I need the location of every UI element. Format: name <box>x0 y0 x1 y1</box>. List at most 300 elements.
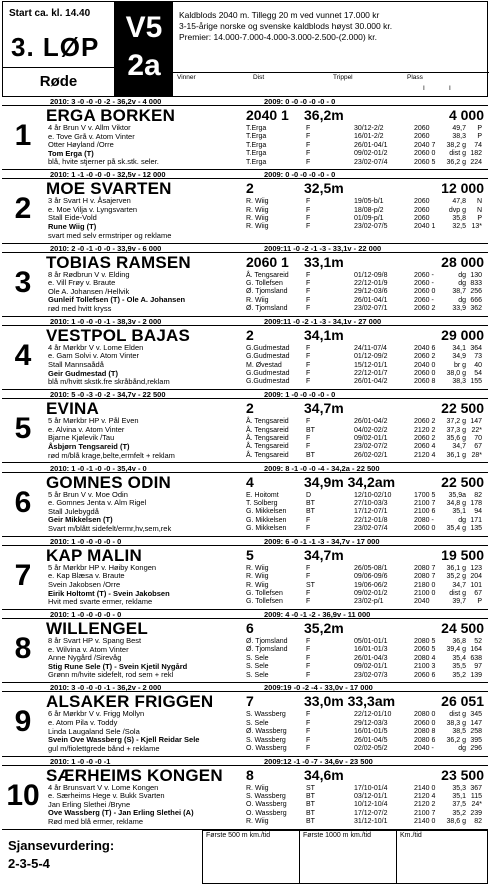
race-cell: F <box>306 378 311 386</box>
race-cell: 364 <box>470 344 482 352</box>
race-cell: 2060 - <box>414 296 434 304</box>
race-cell: P <box>477 598 482 606</box>
race-cell: 13* <box>471 223 482 231</box>
race-cell: 638 <box>470 654 482 662</box>
horse-info <box>48 784 194 827</box>
race-cell: T. Solberg <box>246 499 278 507</box>
race-cell: E. Hoitomt <box>246 491 279 499</box>
info-line: rød med hvitt kryss <box>48 303 112 313</box>
info-line: e. Gomnes Jenta v. Alm Rigel <box>48 498 147 508</box>
race-cell: 30/12-2/2 <box>354 125 384 132</box>
race-cell: F <box>306 525 311 533</box>
race-cell: 139 <box>470 671 482 679</box>
stats-2009: 2009: 4 -0 -1 -2 - 36,9v - 11 000 <box>264 610 371 620</box>
stat-bar <box>2 97 488 106</box>
race-cell: 38,5 <box>452 728 466 736</box>
race-cell: 2040 6 <box>414 344 436 352</box>
race-cell: 2060 - <box>414 271 434 279</box>
stat-bar <box>2 537 488 546</box>
race-cell: 23/02-07/4 <box>354 158 388 166</box>
race-cell: Å. Tengsareid <box>246 271 289 279</box>
race-cell: 23/02-07/1 <box>354 305 388 313</box>
horse-info <box>48 491 171 534</box>
race-row <box>246 198 488 206</box>
race-cell: Ø. Tjomsland <box>246 638 288 646</box>
race-row <box>246 133 488 141</box>
race-cell: 2080 7 <box>414 573 436 581</box>
race-cell: Ø. Tjomsland <box>246 646 288 654</box>
info-line: rød m/blå krage,belte,ermfelt + reklam <box>48 450 175 460</box>
race-cell: dist g <box>449 589 466 597</box>
race-cell: F <box>306 296 311 304</box>
assessment-title: Sjansevurdering: <box>8 838 115 853</box>
race-cell: 19/06-06/2 <box>354 581 388 589</box>
race-cell: O. Wassberg <box>246 801 287 809</box>
race-row <box>246 142 488 150</box>
race-cell: 17/12-07/2 <box>354 809 388 817</box>
race-cell: 94 <box>474 508 482 516</box>
race-cell: 19/05-b/1 <box>354 198 384 206</box>
stat-bar <box>2 757 488 766</box>
race-row <box>246 378 488 386</box>
info-line: 5 år Mørkbr HP v. Høiby Kongen <box>48 562 157 572</box>
horse-name: KAP MALIN <box>46 545 142 565</box>
race-cell: F <box>306 646 311 654</box>
race-cell: 70 <box>474 434 482 442</box>
info-line: e. Wilvina v. Atom Vinter <box>48 644 129 654</box>
race-cell: 2140 0 <box>414 818 436 826</box>
race-cell: G. Tollefsen <box>246 279 283 287</box>
condition-line: Premier: 14.000-7.000-4.000-3.000-2.500-(2.000) kr. <box>179 32 377 42</box>
race-cell: 35,4 <box>452 654 466 662</box>
race-row <box>246 280 488 288</box>
info-line: Rød med blå ermer, reklame <box>48 817 144 827</box>
horse-number: 9 <box>14 705 32 739</box>
summary-starts: 5 <box>246 546 254 563</box>
race-cell: O. Wassberg <box>246 809 287 817</box>
race-cell: R. Wiig <box>246 784 269 792</box>
race-cell: 01/09-p/1 <box>354 215 384 223</box>
race-cell: 38,0 g <box>446 370 466 378</box>
race-cell: F <box>306 638 311 646</box>
race-cell: 47,8 <box>452 198 466 206</box>
race-cell: 02/02-05/2 <box>354 744 388 752</box>
summary-earnings: 22 500 <box>441 473 484 490</box>
race-cell: F <box>306 206 311 214</box>
race-row <box>246 272 488 280</box>
summary-earnings: 24 500 <box>441 620 484 637</box>
race-cell: R. Wiig <box>246 206 269 214</box>
race-row <box>246 207 488 215</box>
race-cell: BT <box>306 426 315 434</box>
race-cell: O. Wassberg <box>246 744 287 752</box>
race-cell: G.Gudmestad <box>246 370 290 378</box>
race-cell: 09/02-01/2 <box>354 150 388 158</box>
summary-record: 33,0m 33,3am <box>304 693 396 710</box>
race-cell: R. Wiig <box>246 296 269 304</box>
info-line: Bjarne Kjølevik /Tau <box>48 433 115 443</box>
race-cell: 2060 0 <box>414 719 436 727</box>
race-cell: S. Sele <box>246 719 269 727</box>
race-cell: br g <box>453 361 466 369</box>
info-line: e. Særheims Hege v. Bukk Svarten <box>48 791 165 801</box>
race-row <box>246 728 488 736</box>
race-cell: 34,8 g <box>446 499 466 507</box>
race-cell: 35,8 <box>452 215 466 223</box>
race-cell: 35,2 <box>452 671 466 679</box>
race-cell: 147 <box>470 719 482 727</box>
race-cell: 22/12-01/9 <box>354 279 388 287</box>
info-line: 6 år Mørkbr V v. Frigg Mollyn <box>48 709 145 719</box>
info-line: blå, hvite stjerner på sk.stk. seler. <box>48 157 159 167</box>
race-cell: 1700 5 <box>414 491 436 499</box>
race-row <box>246 125 488 133</box>
race-cell: 73 <box>474 353 482 361</box>
race-cell: 2080 8 <box>414 728 436 736</box>
horse-number: 5 <box>14 412 32 446</box>
race-cell: BT <box>306 793 315 801</box>
horse-info <box>48 564 170 607</box>
info-line: 8 år Svart HP v. Spang Best <box>48 636 142 646</box>
race-cell: 164 <box>470 646 482 654</box>
race-cell: 38,7 <box>452 288 466 296</box>
race-cell: F <box>306 719 311 727</box>
race-cell: T.Erga <box>246 158 267 166</box>
race-cell: 2040 0 <box>414 361 436 369</box>
horse-info <box>48 710 199 753</box>
race-history <box>246 492 488 534</box>
race-cell: 2060 8 <box>414 378 436 386</box>
race-cell: 82 <box>474 491 482 499</box>
stats-2009: 2009: 6 -0 -1 -1 -3 - 34,7v - 17 000 <box>264 536 380 546</box>
race-cell: 256 <box>470 288 482 296</box>
race-cell: 37,5 <box>452 801 466 809</box>
summary-starts: 2040 1 <box>246 107 289 123</box>
col-trippel: Trippel <box>333 74 353 81</box>
race-cell: 2100 7 <box>414 499 436 507</box>
race-cell: 115 <box>470 793 482 801</box>
stats-2009: 2009: 1 -0 -0 -0 -0 - 0 <box>264 390 336 400</box>
race-cell: BT <box>306 499 315 507</box>
info-line: Stall Eide-Vold <box>48 213 97 223</box>
stats-2009: 2009: 0 -0 -0 -0 -0 - 0 <box>264 97 336 106</box>
race-cell: 01/12-09/8 <box>354 271 388 279</box>
race-cell: 15/12-01/1 <box>354 361 388 369</box>
horse-entry <box>2 757 488 830</box>
info-line: Linda Laugaland Sele /Sola <box>48 726 140 736</box>
race-cell: 10/12-10/4 <box>354 801 388 809</box>
race-cell: 2120 2 <box>414 801 436 809</box>
race-row <box>246 565 488 573</box>
info-line: Tom Erga (T) <box>48 148 94 158</box>
horse-name: MOE SVARTEN <box>46 179 172 199</box>
race-cell: 296 <box>470 744 482 752</box>
race-cell: 182 <box>470 150 482 158</box>
info-line: 8 år Rødbrun V v. Elding <box>48 269 130 279</box>
race-row <box>246 508 488 516</box>
race-cell: F <box>306 305 311 313</box>
summary-record: 32,5m <box>304 180 344 197</box>
game-type: V5 <box>125 11 163 44</box>
race-cell: dist g <box>449 711 466 719</box>
race-row <box>246 345 488 353</box>
info-line: 4 år Brun V v. Allm Viktor <box>48 123 131 132</box>
info-line: Anne Nygård /Sirevåg <box>48 653 122 663</box>
race-cell: 23/02-07/4 <box>354 525 388 533</box>
stats-2010: 2010: 1 -0 -0 -0 -0 - 0 <box>50 536 122 546</box>
race-cell: dist g <box>449 150 466 158</box>
race-row <box>246 582 488 590</box>
race-history <box>246 272 488 314</box>
col-winner: Vinner <box>177 74 196 81</box>
race-cell: 2060 - <box>414 279 434 287</box>
stats-2010: 2010: 2 -0 -1 -0 -0 - 33,9v - 6 000 <box>50 243 162 253</box>
race-row <box>246 573 488 581</box>
race-cell: 2060 <box>414 215 430 223</box>
race-cell: 2060 5 <box>414 158 436 166</box>
info-line: Geir Gudmestad (T) <box>48 368 119 378</box>
race-cell: N <box>476 198 482 206</box>
race-cell: 37,2 g <box>446 418 466 426</box>
race-cell: 155 <box>470 378 482 386</box>
info-line: Hvit med svarte ermer, reklame <box>48 597 153 607</box>
horse-name: EVINA <box>46 399 99 419</box>
horse-number: 4 <box>14 338 32 372</box>
race-cell: ST <box>306 784 315 792</box>
race-cell: G.Gudmestad <box>246 353 290 361</box>
race-history <box>246 198 488 232</box>
summary-record: 33,1m <box>304 253 344 270</box>
col-plass: Plass <box>407 74 423 81</box>
race-row <box>246 418 488 426</box>
stats-2010: 2010: 1 -0 -0 -0 -1 <box>50 756 111 766</box>
race-cell: F <box>306 198 311 206</box>
race-cell: 2100 3 <box>414 663 436 671</box>
race-cell: 2140 0 <box>414 784 436 792</box>
race-cell: dg <box>458 744 466 752</box>
race-cell: T.Erga <box>246 150 267 158</box>
summary-earnings: 29 000 <box>441 326 484 343</box>
info-line: svart med selv ermstriper og reklame <box>48 230 172 240</box>
info-line: e. Vill Frøy v. Braute <box>48 278 116 288</box>
summary-earnings: 4 000 <box>448 107 484 123</box>
race-cell: dg <box>458 516 466 524</box>
race-cell: G.Gudmestad <box>246 344 290 352</box>
race-cell: 367 <box>470 784 482 792</box>
race-cell: BT <box>306 818 315 826</box>
race-cell: 2060 0 <box>414 288 436 296</box>
race-cell: dg <box>458 296 466 304</box>
race-cell: R. Wiig <box>246 223 269 231</box>
stats-2010: 2010: 1 -1 -0 -0 -0 - 32,5v - 12 000 <box>50 170 166 180</box>
race-cell: F <box>306 663 311 671</box>
race-cell: 22* <box>471 426 482 434</box>
race-cell: 171 <box>470 516 482 524</box>
race-row <box>246 362 488 370</box>
race-cell: 2060 2 <box>414 418 436 426</box>
race-history <box>246 418 488 460</box>
race-cell: 345 <box>470 711 482 719</box>
info-line: Svart m/blått sidefelt/ermr,hv,sem,rek <box>48 523 172 533</box>
summary-record: 34,6m <box>304 766 344 783</box>
horse-info <box>48 417 175 460</box>
race-cell: 36,1 g <box>446 451 466 459</box>
stat-bar <box>2 317 488 326</box>
race-number: 3. LØP <box>11 32 100 62</box>
horse-number: 6 <box>14 485 32 519</box>
race-cell: 2060 0 <box>414 150 436 158</box>
race-cell: 2040 - <box>414 744 434 752</box>
summary-earnings: 28 000 <box>441 253 484 270</box>
race-cell: dg <box>458 271 466 279</box>
horse-number: 2 <box>14 192 32 226</box>
race-row <box>246 525 488 533</box>
stats-2009: 2009:19 -0 -2 -4 - 33,0v - 17 000 <box>264 683 373 693</box>
race-cell: F <box>306 598 311 606</box>
race-cell: R. Wiig <box>246 564 269 572</box>
info-line: Ove Wassberg (T) - Jan Erling Slethei (A) <box>48 808 194 818</box>
race-cell: ST <box>306 581 315 589</box>
race-cell: 22/12-01/8 <box>354 516 388 524</box>
race-row <box>246 159 488 167</box>
race-cell: 2060 2 <box>414 434 436 442</box>
race-cell: 35,2 <box>452 809 466 817</box>
horse-number: 3 <box>14 265 32 299</box>
summary-starts: 8 <box>246 766 254 783</box>
race-row <box>246 353 488 361</box>
race-row <box>246 427 488 435</box>
race-row <box>246 818 488 826</box>
info-line: Svein Jakobsen /Orre <box>48 579 121 589</box>
race-row <box>246 655 488 663</box>
info-line: 3 år Svart H v. Åsajerven <box>48 196 131 206</box>
footer <box>2 830 488 885</box>
race-cell: F <box>306 573 311 581</box>
race-cell: F <box>306 150 311 158</box>
col-mark: I <box>449 85 451 92</box>
summary-earnings: 19 500 <box>441 546 484 563</box>
race-cell: 34,7 <box>452 443 466 451</box>
race-row <box>246 801 488 809</box>
race-cell: 178 <box>470 499 482 507</box>
race-cell: 38,3 <box>452 378 466 386</box>
race-cell: Å. Tengsareid <box>246 434 289 442</box>
race-cell: 239 <box>470 809 482 817</box>
race-cell: 16/01-2/2 <box>354 133 384 141</box>
col-mark: I <box>423 85 425 92</box>
race-cell: F <box>306 711 311 719</box>
race-cell: 224 <box>470 158 482 166</box>
stats-2010: 2010: 3 -0 -0 -0 -1 - 36,2v - 2 000 <box>50 683 162 693</box>
race-cell: F <box>306 589 311 597</box>
race-cell: T.Erga <box>246 133 267 141</box>
horse-name: GOMNES ODIN <box>46 472 171 492</box>
race-cell: F <box>306 443 311 451</box>
race-cell: 2120 2 <box>414 426 436 434</box>
summary-earnings: 26 051 <box>441 693 484 710</box>
race-cell: F <box>306 671 311 679</box>
info-line: Jan Erling Slethei /Bryne <box>48 799 131 809</box>
info-line: gul m/fiolettgrede bånd + reklame <box>48 743 160 753</box>
race-cell: 2040 1 <box>414 223 436 231</box>
race-row <box>246 598 488 606</box>
race-header <box>2 1 488 97</box>
horse-entry <box>2 244 488 317</box>
race-cell: 204 <box>470 573 482 581</box>
race-cell: 2120 4 <box>414 451 436 459</box>
race-cell: 35,4 g <box>446 525 466 533</box>
race-cell: 09/02-01/2 <box>354 589 388 597</box>
summary-record: 34,9m 34,2am <box>304 473 396 490</box>
race-cell: F <box>306 271 311 279</box>
race-cell: F <box>306 516 311 524</box>
race-cell: 74 <box>474 141 482 149</box>
race-cell: P <box>477 133 482 141</box>
info-line: Stall Mannsaådå <box>48 360 104 370</box>
race-cell: 2060 2 <box>414 353 436 361</box>
race-cell: 395 <box>470 736 482 744</box>
race-cell: 35,1 <box>452 508 466 516</box>
race-cell: 2060 <box>414 133 430 141</box>
horse-name: ERGA BORKEN <box>46 106 176 125</box>
race-cell: 49,7 <box>452 125 466 132</box>
horse-entry <box>2 390 488 463</box>
horse-name: WILLENGEL <box>46 619 148 639</box>
race-cell: 09/02-01/1 <box>354 434 388 442</box>
race-cell: F <box>306 418 311 426</box>
race-cell: F <box>306 728 311 736</box>
race-cell: 09/06-09/6 <box>354 573 388 581</box>
race-cell: F <box>306 564 311 572</box>
summary-record: 34,1m <box>304 326 344 343</box>
horse-number: 1 <box>14 119 32 152</box>
summary-starts: 2 <box>246 400 254 417</box>
summary-starts: 2 <box>246 326 254 343</box>
race-cell: 2060 4 <box>414 443 436 451</box>
race-cell: F <box>306 125 311 132</box>
horse-number: 10 <box>6 778 40 812</box>
race-cell: 2060 <box>414 125 430 132</box>
race-cell: N <box>476 206 482 214</box>
horse-name: SÆRHEIMS KONGEN <box>46 765 223 785</box>
horse-info <box>48 197 171 240</box>
info-line: Åsbjørn Tengsareid (T) <box>48 441 130 451</box>
race-cell: 38,6 g <box>446 818 466 826</box>
info-line: e. Kap Blæsa v. Braute <box>48 571 125 581</box>
race-cell: 39,7 <box>452 598 466 606</box>
stat-bar <box>2 390 488 399</box>
race-cell: 258 <box>470 728 482 736</box>
race-cell: 18/08-p/2 <box>354 206 384 214</box>
race-cell: 09/02-01/1 <box>354 663 388 671</box>
race-cell: S. Sele <box>246 663 269 671</box>
race-row <box>246 443 488 451</box>
summary-starts: 2060 1 <box>246 253 289 270</box>
race-cell: 2060 <box>414 198 430 206</box>
race-cell: BT <box>306 508 315 516</box>
race-cell: 38,2 g <box>446 141 466 149</box>
stat-bar <box>2 683 488 692</box>
race-cell: 04/02-02/2 <box>354 426 388 434</box>
race-cell: 26/01-04/2 <box>354 418 388 426</box>
horse-info <box>48 271 185 314</box>
race-cell: G.Gudmestad <box>246 378 290 386</box>
horse-info <box>48 637 187 680</box>
race-cell: 52 <box>474 638 482 646</box>
race-cell: 22/12-01/7 <box>354 370 388 378</box>
race-cell: 22/12-01/10 <box>354 711 392 719</box>
stats-2010: 2010: 1 -0 -0 -0 -1 - 38,3v - 2 000 <box>50 316 162 326</box>
